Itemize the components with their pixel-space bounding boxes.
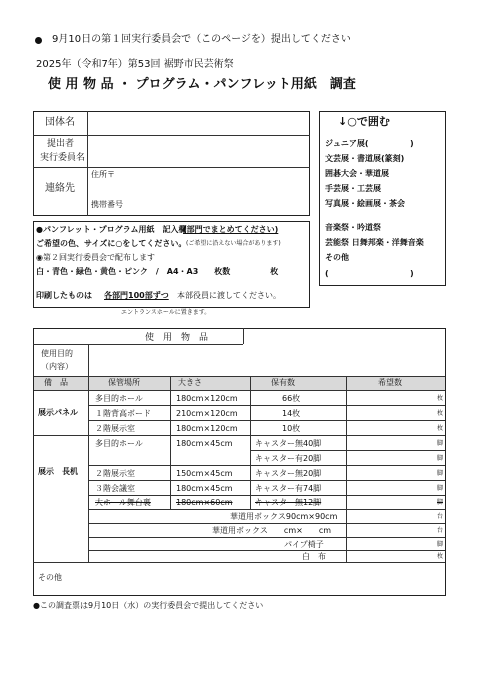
header-notice: 9月10日の第１回実行委員会で（このページを）提出してください (52, 34, 351, 45)
header-equipment: 備 品 (44, 378, 68, 387)
panel-group-label: 展示パネル (38, 408, 78, 417)
category-item[interactable]: 手芸展・工芸展 (325, 184, 381, 193)
row-count: キャスター有74脚 (255, 484, 322, 493)
submitter-name-field[interactable] (89, 137, 308, 166)
mobile-label: 携帯番号 (91, 200, 123, 209)
requested-qty-input[interactable] (348, 436, 434, 449)
row-unit: 脚 (437, 455, 444, 462)
row-location: ２階展示室 (95, 469, 135, 478)
row-count: パイプ椅子 (284, 540, 324, 549)
requested-qty-input[interactable] (348, 406, 434, 419)
color-request: ご希望の色、サイズに○をしてください。 (36, 239, 187, 248)
row-unit: 枚 (437, 553, 444, 560)
category-item-close: ) (410, 269, 414, 278)
row-count: 10枚 (282, 424, 301, 433)
row-unit: 台 (437, 527, 444, 534)
color-size-options[interactable]: 白・青色・緑色・黄色・ピンク / A4・A3 枚数 枚 (36, 267, 279, 276)
header-size: 大きさ (178, 378, 202, 387)
category-item[interactable]: 芸能祭 日舞邦楽・洋舞音楽 (325, 238, 424, 247)
row-location: 多目的ホール (95, 394, 143, 403)
row-location: ２階展示室 (95, 424, 135, 433)
address-label: 住所〒 (91, 170, 115, 179)
purpose-field[interactable] (90, 346, 444, 375)
selection-title: ↓○で囲む (338, 115, 390, 128)
pamphlet-heading-note: (部門でまとめてください) (183, 225, 279, 234)
row-unit: 枚 (437, 425, 444, 432)
group-name-label: 団体名 (45, 117, 75, 128)
print-emphasis: 各部門100部ずつ (104, 291, 169, 300)
row-unit: 枚 (437, 410, 444, 417)
row-size: 180cm×45cm (176, 484, 233, 493)
row-count: 華道用ボックス90cm×90cm (230, 512, 338, 521)
purpose-label-1: 使用目的 (41, 349, 73, 358)
row-size: 180cm×120cm (176, 394, 238, 403)
requested-qty-input[interactable] (348, 538, 434, 549)
row-size: 180cm×120cm (176, 424, 238, 433)
requested-qty-input[interactable] (348, 421, 434, 434)
print-suffix: 本部役員に渡してください。 (177, 291, 281, 300)
requested-qty-input[interactable] (348, 466, 434, 479)
submitter-label-1: 提出者 (47, 139, 75, 149)
row-unit: 脚 (437, 470, 444, 477)
items-table-title: 使 用 物 品 (145, 333, 209, 343)
row-count: 14枚 (282, 409, 301, 418)
row-unit: 脚 (437, 485, 444, 492)
header-owned: 保有数 (271, 378, 295, 387)
footer-note: ●この調査票は9月10日（水）の実行委員会で提出してください (33, 601, 264, 610)
drop-off-note: エントランスホールに置きます。 (121, 309, 211, 316)
row-count: 華道用ボックス cm× cm (212, 526, 332, 535)
row-count: キャスター有20脚 (255, 454, 322, 463)
row-unit: 脚 (437, 499, 444, 506)
row-unit: 台 (437, 513, 444, 520)
requested-qty-input[interactable] (348, 481, 434, 494)
header-requested: 希望数 (378, 378, 402, 387)
row-location: 多目的ホール (95, 439, 143, 448)
bullet-icon (35, 37, 42, 44)
row-size: 180cm×60cm (176, 498, 233, 507)
requested-qty-input[interactable] (348, 510, 434, 522)
requested-qty-input[interactable] (348, 391, 434, 404)
category-item-close: ) (410, 139, 414, 148)
header-location: 保管場所 (108, 378, 140, 387)
event-line: 2025年（令和7年）第53回 裾野市民芸術祭 (36, 59, 234, 70)
category-item[interactable]: 囲碁大会・華道展 (325, 169, 389, 178)
row-size: 180cm×45cm (176, 439, 233, 448)
contact-field[interactable] (89, 169, 308, 214)
pamphlet-heading: ●パンフレット・プログラム用紙 記入欄 (36, 225, 195, 234)
row-count: 白 布 (302, 552, 326, 561)
row-unit: 脚 (437, 440, 444, 447)
desk-group-label: 展示 長机 (38, 467, 78, 476)
row-location: 大ホール舞台裏 (95, 498, 151, 507)
row-size: 150cm×45cm (176, 469, 233, 478)
row-count: 66枚 (282, 394, 301, 403)
row-location: １階背高ボード (95, 409, 151, 418)
category-item[interactable]: その他 (325, 253, 349, 262)
requested-qty-input[interactable] (348, 451, 434, 464)
row-location: ３階会議室 (95, 484, 135, 493)
category-item[interactable]: 文芸展・書道展(篆刻) (325, 154, 405, 163)
contact-label: 連絡先 (45, 183, 75, 194)
category-item[interactable]: ジュニア展( (325, 139, 369, 148)
row-count: キャスター無12脚 (255, 498, 322, 507)
group-name-field[interactable] (89, 113, 308, 134)
submitter-label-2: 実行委員名 (40, 153, 86, 163)
purpose-label-2: （内容） (41, 362, 73, 371)
page-title: 使 用 物 品 ・ プログラム・パンフレット用紙 調査 (48, 77, 356, 92)
category-item[interactable]: 写真展・絵画展・茶会 (325, 199, 405, 208)
requested-qty-input[interactable] (348, 524, 434, 536)
row-count: キャスター無40脚 (255, 439, 322, 448)
other-field[interactable] (80, 564, 444, 594)
row-count: キャスター無20脚 (255, 469, 322, 478)
row-unit: 脚 (437, 541, 444, 548)
category-item[interactable]: 音楽祭・吟道祭 (325, 223, 381, 232)
other-label: その他 (38, 573, 62, 582)
color-note: (ご希望に沿えない場合があります) (186, 240, 281, 247)
category-item[interactable]: ( (325, 269, 329, 278)
print-prefix: 印刷したものは (36, 291, 92, 300)
row-unit: 枚 (437, 395, 444, 402)
requested-qty-input[interactable] (348, 551, 434, 561)
row-size: 210cm×120cm (176, 409, 238, 418)
distribution-note: ◉第２回実行委員会で配布します (36, 253, 155, 262)
